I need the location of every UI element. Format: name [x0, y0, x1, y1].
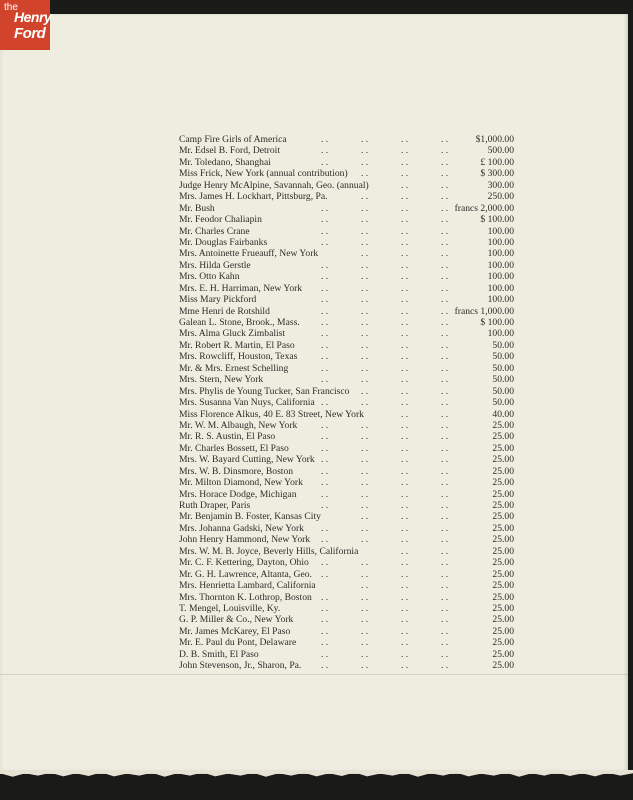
- contributor-name: Judge Henry McAlpine, Savannah, Geo. (annual): [179, 179, 369, 191]
- list-item: . . . . . . . . Mr. Milton Diamond, New York 25.00: [179, 477, 514, 489]
- contributor-name: D. B. Smith, El Paso: [179, 648, 259, 660]
- contributor-name: Galean L. Stone, Brook., Mass.: [179, 317, 300, 328]
- list-item: . . . . . . . . Mr. R. S. Austin, El Paso 25.00: [179, 431, 514, 443]
- contributor-name: Mrs. James H. Lockhart, Pittsburg, Pa.: [179, 191, 328, 203]
- contributor-name: Mr. E. Paul du Pont, Delaware: [179, 637, 297, 649]
- contributor-name: John Stevenson, Jr., Sharon, Pa.: [179, 660, 302, 672]
- list-item: . . . . Mrs. W. M. B. Joyce, Beverly Hills, California 25.00: [179, 545, 514, 557]
- list-item: . . . . . . . . Mr. Toledano, Shanghai £ 100.00: [179, 156, 514, 168]
- list-item: . . . . . . . . Mrs. Alma Gluck Zimbalist 100.00: [179, 328, 514, 340]
- contribution-amount: 25.00: [492, 614, 514, 626]
- contributor-name: Mrs. Hilda Gerstle: [179, 259, 251, 271]
- contributor-name: Mrs. Stern, New York: [179, 374, 264, 386]
- list-item: . . . . . . . . John Stevenson, Jr., Sharon, Pa. 25.00: [179, 660, 514, 672]
- paper-torn-edge: [0, 770, 633, 778]
- contributor-name: Miss Florence Alkus, 40 E. 83 Street, New York: [179, 408, 364, 420]
- contributor-name: Mr. Douglas Fairbanks: [179, 236, 268, 248]
- contribution-amount: 25.00: [492, 454, 514, 466]
- list-item: . . . . . . . . D. B. Smith, El Paso 25.00: [179, 648, 514, 660]
- contribution-amount: 25.00: [492, 419, 514, 431]
- contribution-amount: 100.00: [487, 294, 514, 306]
- contributor-name: Mrs. Antoinette Frueauff, New York: [179, 248, 319, 260]
- contributor-name: Mr. & Mrs. Ernest Schelling: [179, 362, 289, 374]
- contribution-amount: 25.00: [492, 488, 514, 500]
- contributor-name: Mrs. Alma Gluck Zimbalist: [179, 328, 286, 340]
- list-item: . . . . . . . . Mr. James McKarey, El Paso 25.00: [179, 625, 514, 637]
- contributor-name: Mrs. Johanna Gadski, New York: [179, 522, 304, 534]
- contribution-amount: 25.00: [492, 602, 514, 614]
- list-item: . . . . . . . . Mr. Feodor Chaliapin $ 100.00: [179, 214, 514, 226]
- contributor-name: Mr. Benjamin B. Foster, Kansas City: [179, 511, 321, 523]
- contributor-name: Mrs. Rowcliff, Houston, Texas: [179, 351, 298, 363]
- contribution-amount: 25.00: [492, 442, 514, 454]
- contributor-name: Mr. C. F. Kettering, Dayton, Ohio: [179, 557, 309, 569]
- contributor-name: Mr. W. M. Albaugh, New York: [179, 419, 298, 431]
- contributor-name: Mrs. W. B. Dinsmore, Boston: [179, 465, 294, 477]
- contribution-amount: 100.00: [487, 236, 514, 248]
- list-item: . . . . . . . . Galean L. Stone, Brook., Mass. $ 100.00: [179, 317, 514, 328]
- list-item: . . . . . . . . G. P. Miller & Co., New York 25.00: [179, 614, 514, 626]
- contribution-list: [179, 134, 514, 672]
- contribution-amount: 25.00: [492, 431, 514, 443]
- list-item: . . . . . . . . Mr. Bush francs 2,000.00: [179, 202, 514, 214]
- contribution-amount: 25.00: [492, 511, 514, 523]
- list-item: . . . . . . . . Mr. C. F. Kettering, Dayton, Ohio 25.00: [179, 557, 514, 569]
- contributor-name: Mrs. Phylis de Young Tucker, San Francisco: [179, 385, 350, 397]
- contributor-name: Mr. Bush: [179, 202, 215, 214]
- contributor-name: Miss Frick, New York (annual contribution): [179, 168, 348, 180]
- contribution-amount: 50.00: [492, 351, 514, 363]
- contribution-amount: 300.00: [487, 179, 514, 191]
- contribution-amount: 25.00: [492, 660, 514, 672]
- henry-ford-logo: the Henry Ford: [0, 0, 50, 50]
- list-item: . . . . . . . . Mrs. Horace Dodge, Michigan 25.00: [179, 488, 514, 500]
- contribution-amount: 25.00: [492, 625, 514, 637]
- contributor-name: Mr. G. H. Lawrence, Altanta, Geo.: [179, 568, 312, 580]
- contributor-name: Miss Mary Pickford: [179, 294, 257, 306]
- list-item: . . . . . . . . Mme Henri de Rotshild francs 1,000.00: [179, 305, 514, 317]
- contribution-amount: 25.00: [492, 648, 514, 660]
- contributor-name: Mr. Toledano, Shanghai: [179, 156, 271, 168]
- contributor-name: Mrs. Henrietta Lambard, California: [179, 580, 316, 592]
- contributor-name: Mrs. W. M. B. Joyce, Beverly Hills, California: [179, 545, 359, 557]
- contribution-amount: $1,000.00: [475, 134, 514, 145]
- contribution-amount: 40.00: [492, 408, 514, 420]
- contribution-amount: 25.00: [492, 500, 514, 511]
- contribution-amount: 100.00: [487, 259, 514, 271]
- contribution-amount: $ 100.00: [480, 317, 514, 328]
- list-item: . . . . . . Mrs. Henrietta Lambard, California 25.00: [179, 580, 514, 592]
- list-item: . . . . . . . . Mr. Robert R. Martin, El Paso 50.00: [179, 339, 514, 351]
- contribution-amount: 25.00: [492, 465, 514, 477]
- contribution-amount: 50.00: [492, 362, 514, 374]
- list-item: . . . . . . . . Mr. Douglas Fairbanks 100.00: [179, 236, 514, 248]
- list-item: . . . . . . Mrs. Antoinette Frueauff, New York 100.00: [179, 248, 514, 260]
- list-item: . . . . Miss Florence Alkus, 40 E. 83 Street, New York 40.00: [179, 408, 514, 420]
- contributor-name: Mr. R. S. Austin, El Paso: [179, 431, 276, 443]
- list-item: . . . . . . . . Mrs. Otto Kahn 100.00: [179, 271, 514, 283]
- list-item: . . . . . . . . Mrs. W. Bayard Cutting, New York 25.00: [179, 454, 514, 466]
- contributor-name: Mrs. E. H. Harriman, New York: [179, 282, 303, 294]
- list-item: . . . . . . . . Mr. E. Paul du Pont, Delaware 25.00: [179, 637, 514, 649]
- contribution-amount: 25.00: [492, 637, 514, 649]
- contribution-amount: 25.00: [492, 568, 514, 580]
- list-item: . . . . . . . . Mrs. W. B. Dinsmore, Boston 25.00: [179, 465, 514, 477]
- contributor-name: John Henry Hammond, New York: [179, 534, 311, 546]
- contribution-amount: $ 300.00: [480, 168, 514, 180]
- contributor-name: Ruth Draper, Paris: [179, 500, 251, 511]
- contributor-name: G. P. Miller & Co., New York: [179, 614, 294, 626]
- contributor-name: Mr. Feodor Chaliapin: [179, 214, 262, 226]
- contribution-amount: 100.00: [487, 271, 514, 283]
- list-item: . . . . . . . . Mrs. Rowcliff, Houston, Texas 50.00: [179, 351, 514, 363]
- list-item: . . . . . . . . Mr. G. H. Lawrence, Altanta, Geo. 25.00: [179, 568, 514, 580]
- contribution-amount: $ 100.00: [480, 214, 514, 226]
- contribution-amount: 25.00: [492, 580, 514, 592]
- contributor-name: Mr. James McKarey, El Paso: [179, 625, 291, 637]
- list-item: . . . . . . . . Mr. W. M. Albaugh, New York 25.00: [179, 419, 514, 431]
- list-item: . . . . . . . . Mrs. Susanna Van Nuys, California 50.00: [179, 397, 514, 409]
- contributor-name: Mr. Charles Crane: [179, 225, 250, 237]
- contributor-name: Mrs. Thornton K. Lothrop, Boston: [179, 591, 312, 603]
- contribution-amount: 25.00: [492, 534, 514, 546]
- contributor-name: Mrs. W. Bayard Cutting, New York: [179, 454, 315, 466]
- list-item: . . . . . . . . T. Mengel, Louisville, Ky. 25.00: [179, 602, 514, 614]
- list-item: . . . . . . . . Mrs. Johanna Gadski, New York 25.00: [179, 522, 514, 534]
- contributor-name: Mr. Charles Bossett, El Paso: [179, 442, 289, 454]
- list-item: . . . . . . . . Mrs. E. H. Harriman, New York 100.00: [179, 282, 514, 294]
- contribution-amount: 25.00: [492, 545, 514, 557]
- contributor-name: Camp Fire Girls of America: [179, 134, 287, 145]
- contribution-amount: 100.00: [487, 225, 514, 237]
- list-item: . . . . . . . . Mrs. Stern, New York 50.00: [179, 374, 514, 386]
- list-item: . . . . . . Mrs. Phylis de Young Tucker, San Francisco 50.00: [179, 385, 514, 397]
- contributor-name: Mr. Milton Diamond, New York: [179, 477, 303, 489]
- contribution-amount: 25.00: [492, 591, 514, 603]
- contribution-amount: 25.00: [492, 557, 514, 569]
- list-item: . . . . . . . . Mrs. Hilda Gerstle 100.00: [179, 259, 514, 271]
- contributor-name: Mrs. Susanna Van Nuys, California: [179, 397, 315, 409]
- contribution-amount: 500.00: [487, 145, 514, 157]
- contributor-name: Mrs. Horace Dodge, Michigan: [179, 488, 297, 500]
- contribution-amount: 100.00: [487, 248, 514, 260]
- paper-fold: [0, 674, 628, 675]
- contribution-amount: 100.00: [487, 282, 514, 294]
- list-item: . . . . . . Mr. Benjamin B. Foster, Kansas City 25.00: [179, 511, 514, 523]
- contributor-name: Mr. Edsel B. Ford, Detroit: [179, 145, 280, 157]
- contribution-amount: 25.00: [492, 477, 514, 489]
- list-item: . . . . Judge Henry McAlpine, Savannah, Geo. (annual) 300.00: [179, 179, 514, 191]
- list-item: . . . . . . . . Mr. Edsel B. Ford, Detroit 500.00: [179, 145, 514, 157]
- list-item: . . . . . . Mrs. James H. Lockhart, Pittsburg, Pa. 250.00: [179, 191, 514, 203]
- contribution-amount: francs 2,000.00: [454, 202, 514, 214]
- list-item: . . . . . . . . Mr. & Mrs. Ernest Schelling 50.00: [179, 362, 514, 374]
- contributor-name: Mr. Robert R. Martin, El Paso: [179, 339, 295, 351]
- list-item: . . . . . . . . Camp Fire Girls of America $1,000.00: [179, 134, 514, 145]
- list-item: . . . . . . . . Miss Mary Pickford 100.00: [179, 294, 514, 306]
- contribution-amount: 50.00: [492, 374, 514, 386]
- contributor-name: Mme Henri de Rotshild: [179, 305, 270, 317]
- contribution-amount: 50.00: [492, 397, 514, 409]
- contributor-name: Mrs. Otto Kahn: [179, 271, 240, 283]
- list-item: . . . . . . . . Mr. Charles Bossett, El Paso 25.00: [179, 442, 514, 454]
- list-item: . . . . . . . . John Henry Hammond, New York 25.00: [179, 534, 514, 546]
- list-item: . . . . . . Miss Frick, New York (annual contribution) $ 300.00: [179, 168, 514, 180]
- contribution-amount: 100.00: [487, 328, 514, 340]
- list-item: . . . . . . . . Mrs. Thornton K. Lothrop, Boston 25.00: [179, 591, 514, 603]
- list-item: . . . . . . . . Mr. Charles Crane 100.00: [179, 225, 514, 237]
- contribution-amount: 50.00: [492, 385, 514, 397]
- contribution-amount: 250.00: [487, 191, 514, 203]
- contribution-amount: francs 1,000.00: [454, 305, 514, 317]
- contribution-amount: £ 100.00: [480, 156, 514, 168]
- contributor-name: T. Mengel, Louisville, Ky.: [179, 602, 281, 614]
- contribution-amount: 50.00: [492, 339, 514, 351]
- list-item: . . . . . . . . Ruth Draper, Paris 25.00: [179, 500, 514, 511]
- contribution-amount: 25.00: [492, 522, 514, 534]
